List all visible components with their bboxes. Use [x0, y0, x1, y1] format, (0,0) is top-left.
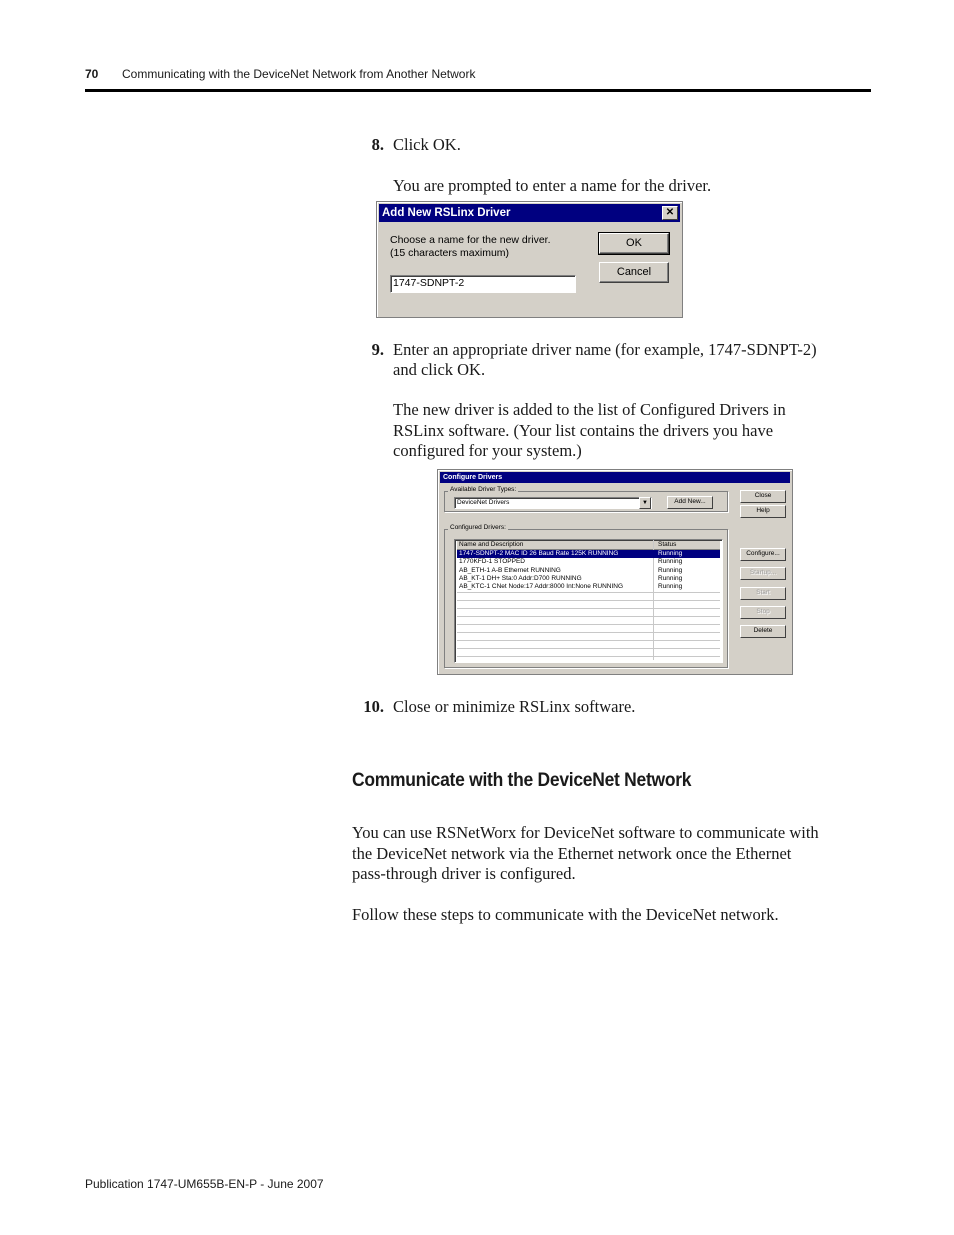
driver-name-input[interactable]: 1747-SDNPT-2	[390, 275, 576, 293]
grid-line	[457, 632, 720, 633]
step-9-note2: RSLinx software. (Your list contains the drivers you have	[393, 421, 774, 440]
start-button[interactable]: Start	[740, 587, 786, 600]
close-icon[interactable]: ✕	[662, 206, 678, 220]
name-prompt-line1: Choose a name for the new driver.	[390, 234, 551, 246]
configure-drivers-dialog	[437, 469, 793, 675]
cancel-button[interactable]: Cancel	[599, 262, 669, 283]
dialog-title-bar	[379, 204, 680, 222]
step-8-number: 8.	[371, 135, 384, 154]
grid-line	[457, 592, 720, 593]
help-button[interactable]: Help	[740, 505, 786, 518]
header-rule	[85, 89, 871, 92]
config-dialog-title: Configure Drivers	[443, 474, 503, 481]
section-para2: Follow these steps to communicate with the DeviceNet network.	[352, 905, 779, 924]
step-9-line1: Enter an appropriate driver name (for example, 1747-SDNPT-2)	[393, 340, 817, 359]
grid-line	[457, 656, 720, 657]
step-9-line2: and click OK.	[393, 360, 486, 379]
configured-drivers-list[interactable]	[454, 539, 723, 663]
list-item[interactable]: 1747-SDNPT-2 MAC ID 26 Baud Rate 125K RUNNING Running	[457, 550, 720, 558]
section-para1-line3: pass-through driver is configured.	[352, 864, 576, 883]
publication-footer: Publication 1747-UM655B-EN-P - June 2007	[85, 1177, 324, 1191]
grid-line	[457, 616, 720, 617]
step-8-text: Click OK.	[393, 135, 461, 154]
config-title-bar	[440, 472, 790, 483]
step-8-note: You are prompted to enter a name for the driver.	[393, 176, 712, 195]
name-prompt-line2: (15 characters maximum)	[390, 247, 510, 259]
list-item[interactable]: AB_ETH-1 A-B Ethernet RUNNING Running	[459, 566, 683, 574]
step-10-number: 10.	[363, 697, 384, 716]
chevron-down-icon[interactable]: ▼	[639, 497, 651, 509]
dialog-title: Add New RSLinx Driver	[382, 207, 511, 219]
delete-button[interactable]: Delete	[740, 625, 786, 638]
list-item[interactable]: AB_KT-1 DH+ Sta:0 Addr:D700 RUNNING Running	[459, 574, 683, 582]
column-status-header[interactable]: Status	[658, 541, 677, 548]
stop-button[interactable]: Stop	[740, 606, 786, 619]
list-item[interactable]: 1770KFD-1 STOPPED Running	[459, 558, 683, 566]
step-9-number: 9.	[371, 340, 384, 359]
section-heading: Communicate with the DeviceNet Network	[352, 770, 692, 791]
column-name-header[interactable]: Name and Description	[459, 541, 524, 548]
step-9-note3: configured for your system.)	[393, 441, 582, 460]
running-header: Communicating with the DeviceNet Network from Another Network	[122, 67, 476, 81]
page-number: 70	[85, 67, 99, 81]
grid-line	[457, 648, 720, 649]
configured-drivers-label: Configured Drivers:	[450, 524, 506, 531]
ok-button[interactable]: OK	[599, 233, 669, 254]
list-item[interactable]: AB_KTC-1 CNet Node:17 Addr:8000 Int:None RUNNING Running	[459, 583, 683, 591]
grid-line	[457, 624, 720, 625]
list-header	[457, 541, 720, 550]
close-button[interactable]: Close	[740, 490, 786, 503]
section-para1-line1: You can use RSNetWorx for DeviceNet software to communicate with	[352, 823, 819, 842]
driver-type-select[interactable]: DeviceNet Drivers	[454, 497, 652, 509]
section-para1-line2: the DeviceNet network via the Ethernet network once the Ethernet	[352, 844, 792, 863]
available-driver-label: Available Driver Types:	[450, 486, 517, 493]
configure-button[interactable]: Configure...	[740, 548, 786, 561]
grid-line	[457, 608, 720, 609]
grid-line	[457, 640, 720, 641]
step-9-note1: The new driver is added to the list of Configured Drivers in	[393, 400, 786, 419]
step-10-text: Close or minimize RSLinx software.	[393, 697, 636, 716]
add-new-button[interactable]: Add New...	[667, 496, 713, 509]
add-driver-dialog	[376, 201, 683, 318]
startup-button[interactable]: Startup...	[740, 567, 786, 580]
grid-line	[457, 600, 720, 601]
